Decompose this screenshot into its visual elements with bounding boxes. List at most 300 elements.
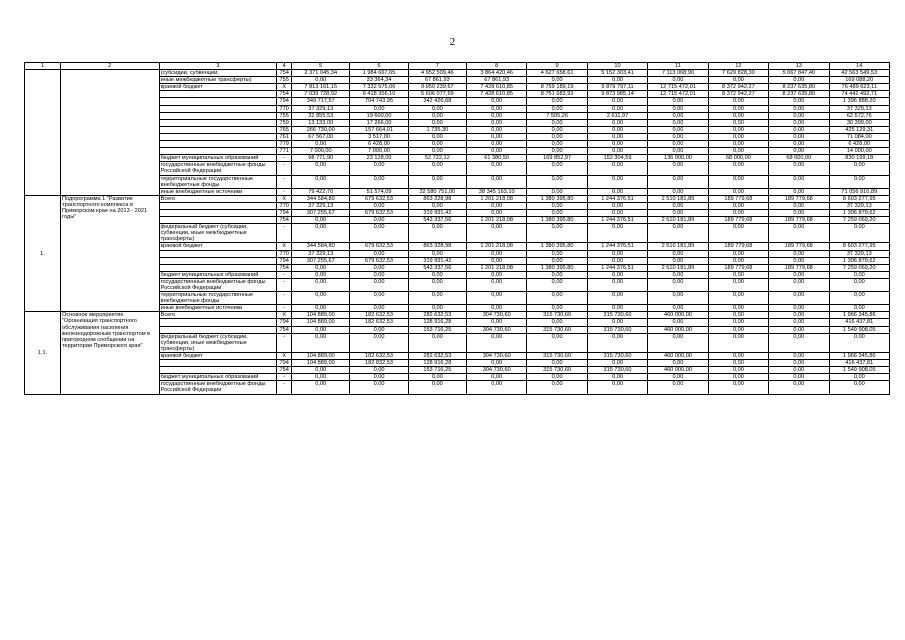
funding-source: территориальные государственные внебюджетные фонды [159,175,277,188]
amount-cell: 7 428 610,85 [466,84,526,91]
amount-cell: 12 715 472,01 [648,91,708,98]
funding-source: федеральный бюджет (субсидии, субвенции, иные межбюджетные трансферты) [159,224,277,243]
amount-cell: 0,00 [527,175,587,188]
amount-cell: 0,00 [408,162,466,175]
amount-cell: 6 418 356,10 [350,91,408,98]
amount-cell: 0,00 [769,292,829,305]
amount-cell: 33 364,34 [350,77,408,84]
budget-code: - [277,381,292,394]
funding-source [159,367,277,374]
amount-cell: 1 201 218,08 [466,264,526,271]
amount-cell: 0,00 [769,175,829,188]
column-number: 5 [292,63,350,70]
amount-cell: 416 437,81 [829,319,889,326]
amount-cell: 0,00 [527,209,587,216]
column-number-row [25,63,890,70]
amount-cell: 0,00 [769,162,829,175]
amount-cell: 0,00 [466,175,526,188]
amount-cell: 0,00 [769,250,829,257]
amount-cell: 0,00 [769,77,829,84]
amount-cell: 51 574,09 [350,188,408,195]
budget-code: - [277,292,292,305]
amount-cell: 0,00 [292,224,350,243]
amount-cell: 1 984 667,65 [350,70,408,77]
amount-cell: 0,00 [587,133,647,140]
amount-cell: 0,00 [648,112,708,119]
amount-cell: 8 603 277,95 [829,243,889,250]
amount-cell: 0,00 [466,319,526,326]
funding-source [159,217,277,224]
amount-cell: 6 428,00 [350,141,408,148]
amount-cell: 189 779,68 [769,243,829,250]
amount-cell: 0,00 [829,175,889,188]
funding-source: краевой бюджет [159,84,277,91]
funding-source [159,209,277,216]
funding-source: федеральный бюджет (субсидии, субвенции, иные межбюджетные трансферты) [159,333,277,352]
amount-cell: 9 873 985,14 [587,91,647,98]
amount-cell: 0,00 [769,326,829,333]
item-number [25,70,61,196]
amount-cell: 0,00 [708,278,768,291]
amount-cell: 0,00 [708,98,768,105]
amount-cell: 679 632,53 [350,209,408,216]
amount-cell: 0,00 [408,381,466,394]
amount-cell: 1 735,30 [408,126,466,133]
amount-cell: 0,00 [527,141,587,148]
amount-cell: 0,00 [408,333,466,352]
amount-cell: 0,00 [648,278,708,291]
budget-code: 754 [277,70,292,77]
amount-cell: 1 549 908,05 [829,367,889,374]
amount-cell: 169 088,20 [829,77,889,84]
amount-cell: 0,00 [466,209,526,216]
amount-cell: 2 510 181,89 [648,243,708,250]
amount-cell: 169 852,97 [527,155,587,162]
amount-cell: 0,00 [587,224,647,243]
amount-cell: 152 304,59 [587,155,647,162]
funding-source: бюджет муниципальных образований [159,155,277,162]
amount-cell: 0,00 [708,133,768,140]
amount-cell: 67 861,93 [408,77,466,84]
amount-cell: 416 437,81 [829,360,889,367]
amount-cell: 0,00 [708,333,768,352]
amount-cell: 2 371 045,34 [292,70,350,77]
amount-cell: 0,00 [587,292,647,305]
amount-cell: 7 629 828,30 [708,70,768,77]
amount-cell: 0,00 [769,133,829,140]
amount-cell: 0,00 [769,209,829,216]
amount-cell: 8 372 942,27 [708,84,768,91]
amount-cell: 1 380 395,80 [527,243,587,250]
amount-cell: 0,00 [587,126,647,133]
amount-cell: 0,00 [708,126,768,133]
amount-cell: 0,00 [466,278,526,291]
amount-cell: 0,00 [829,162,889,175]
amount-cell: 32 580 751,00 [408,188,466,195]
amount-cell: 0,00 [466,305,526,312]
amount-cell: 38 345 163,10 [466,188,526,195]
amount-cell: 8 237 635,80 [769,91,829,98]
amount-cell: 315 730,60 [587,352,647,359]
budget-code: 765 [277,126,292,133]
amount-cell: 0,00 [408,250,466,257]
amount-cell: 0,00 [648,98,708,105]
amount-cell: 67 861,93 [466,77,526,84]
amount-cell: 344 584,80 [292,195,350,202]
funding-source: краевой бюджет [159,352,277,359]
amount-cell: 1 201 218,08 [466,243,526,250]
amount-cell: 543 337,56 [408,217,466,224]
amount-cell: 52 722,12 [408,155,466,162]
amount-cell: 0,00 [350,326,408,333]
amount-cell: 0,00 [350,292,408,305]
amount-cell: 4 952 509,46 [408,70,466,77]
amount-cell: 0,00 [648,188,708,195]
column-number: 11 [648,63,708,70]
amount-cell: 189 779,68 [769,217,829,224]
amount-cell: 344 584,80 [292,243,350,250]
amount-cell: 0,00 [466,98,526,105]
amount-cell: 0,00 [648,319,708,326]
amount-cell: 0,00 [708,202,768,209]
amount-cell: 71 084,00 [829,133,889,140]
amount-cell: 0,00 [648,133,708,140]
funding-source [159,105,277,112]
amount-cell: 0,00 [769,119,829,126]
funding-source: иные внебюджетные источники [159,188,277,195]
amount-cell: 0,00 [769,257,829,264]
budget-code: - [277,155,292,162]
amount-cell: 0,00 [648,333,708,352]
amount-cell: 0,00 [587,374,647,381]
budget-code: 759 [277,119,292,126]
amount-cell: 0,00 [292,305,350,312]
amount-cell: 0,00 [587,278,647,291]
amount-cell: 0,00 [769,381,829,394]
amount-cell: 8 603 277,95 [829,195,889,202]
amount-cell: 71 056 910,89 [829,188,889,195]
amount-cell: 1 201 218,08 [466,217,526,224]
amount-cell: 0,00 [769,224,829,243]
amount-cell: 0,00 [587,188,647,195]
amount-cell: 0,00 [466,292,526,305]
amount-cell: 74 442 492,71 [829,91,889,98]
funding-source: государственные внебюджетные фонды Российской Федерации [159,381,277,394]
amount-cell: 0,00 [527,278,587,291]
amount-cell: 0,00 [708,312,768,319]
amount-cell: 0,00 [527,305,587,312]
amount-cell: 0,00 [769,188,829,195]
amount-cell: 189 779,68 [708,195,768,202]
amount-cell: 2 611,97 [587,112,647,119]
amount-cell: 0,00 [587,141,647,148]
amount-cell: 0,00 [708,374,768,381]
amount-cell: 0,00 [587,202,647,209]
amount-cell: 189 779,68 [769,264,829,271]
amount-cell: 704 743,95 [350,98,408,105]
amount-cell: 460 000,00 [648,312,708,319]
amount-cell: 2 510 181,89 [648,217,708,224]
column-number: 1 [25,63,61,70]
budget-code: Х [277,243,292,250]
amount-cell: 0,00 [527,333,587,352]
budget-code: Х [277,312,292,319]
column-number: 10 [587,63,647,70]
amount-cell: 342 426,68 [408,98,466,105]
funding-source [159,319,277,326]
amount-cell: 0,00 [648,141,708,148]
amount-cell: 0,00 [648,292,708,305]
amount-cell: 315 730,60 [527,367,587,374]
amount-cell: 1 306 879,62 [829,257,889,264]
amount-cell: 189 779,68 [708,264,768,271]
budget-code: 770 [277,105,292,112]
amount-cell: 37 329,13 [292,202,350,209]
amount-cell: 0,00 [769,126,829,133]
budget-code: 754 [277,217,292,224]
amount-cell: 4 627 658,61 [527,70,587,77]
budget-code: 755 [277,77,292,84]
amount-cell: 1 380 395,80 [527,217,587,224]
program-title: Подпрограмма 1 "Развитие транспортного комплекса в Приморском крае на 2013 - 2021 годы" [61,195,160,312]
amount-cell: 0,00 [466,148,526,155]
amount-cell: 0,00 [587,250,647,257]
amount-cell: 9 879 797,11 [587,84,647,91]
amount-cell: 6 428,00 [829,141,889,148]
amount-cell: 1 380 395,80 [527,195,587,202]
amount-cell: 0,00 [292,77,350,84]
amount-cell: 0,00 [708,326,768,333]
amount-cell: 104 889,00 [292,360,350,367]
amount-cell: 0,00 [527,257,587,264]
funding-source [159,91,277,98]
amount-cell: 0,00 [708,319,768,326]
amount-cell: 0,00 [527,98,587,105]
budget-code: 761 [277,133,292,140]
amount-cell: 679 632,53 [350,257,408,264]
amount-cell: 182 632,53 [350,352,408,359]
amount-cell: 0,00 [769,148,829,155]
amount-cell: 0,00 [587,271,647,278]
amount-cell: 0,00 [466,141,526,148]
amount-cell: 0,00 [708,271,768,278]
amount-cell: 0,00 [587,305,647,312]
amount-cell: 0,00 [769,319,829,326]
budget-code: - [277,224,292,243]
amount-cell: 0,00 [708,141,768,148]
amount-cell: 460 000,00 [648,352,708,359]
budget-table [24,62,890,395]
amount-cell: 0,00 [587,257,647,264]
amount-cell: 0,00 [708,162,768,175]
funding-source: бюджет муниципальных образований [159,271,277,278]
amount-cell: 0,00 [466,381,526,394]
amount-cell: 0,00 [648,126,708,133]
amount-cell: 0,00 [466,202,526,209]
amount-cell: 68 000,00 [708,155,768,162]
amount-cell: 7 000,00 [350,148,408,155]
amount-cell: 1 966 345,86 [829,312,889,319]
amount-cell: 153 716,25 [408,367,466,374]
amount-cell: 0,00 [648,257,708,264]
amount-cell: 0,00 [708,209,768,216]
table-row [25,312,890,319]
amount-cell: 98 771,90 [292,155,350,162]
amount-cell: 104 889,00 [292,312,350,319]
amount-cell: 0,00 [708,112,768,119]
amount-cell: 0,00 [527,133,587,140]
amount-cell: 0,00 [829,381,889,394]
funding-source: государственные внебюджетные фонды Российской Федерации [159,278,277,291]
funding-source [159,112,277,119]
amount-cell: 0,00 [466,360,526,367]
amount-cell: 0,00 [527,319,587,326]
amount-cell: 0,00 [648,305,708,312]
amount-cell: 67 567,00 [292,133,350,140]
amount-cell: 0,00 [708,352,768,359]
amount-cell: 0,00 [292,141,350,148]
amount-cell: 37 329,13 [829,202,889,209]
amount-cell: 0,00 [466,250,526,257]
funding-source [159,250,277,257]
amount-cell: 0,00 [527,162,587,175]
amount-cell: 7 039 728,92 [292,91,350,98]
budget-code: 754 [277,367,292,374]
amount-cell: 0,00 [408,374,466,381]
amount-cell: 315 730,60 [587,312,647,319]
amount-cell: 0,00 [350,381,408,394]
amount-cell: 0,00 [408,224,466,243]
budget-code: - [277,278,292,291]
amount-cell: 0,00 [350,271,408,278]
amount-cell: 0,00 [829,305,889,312]
amount-cell: 0,00 [292,217,350,224]
budget-code: - [277,188,292,195]
amount-cell: 0,00 [648,175,708,188]
amount-cell: 266 730,00 [292,126,350,133]
amount-cell: 0,00 [648,250,708,257]
amount-cell: 0,00 [708,292,768,305]
amount-cell: 61 380,50 [466,155,526,162]
funding-source: Всего [159,312,277,319]
amount-cell: 0,00 [466,126,526,133]
amount-cell: 0,00 [769,374,829,381]
amount-cell: 0,00 [292,278,350,291]
amount-cell: 304 730,60 [466,312,526,319]
budget-code: 771 [277,148,292,155]
amount-cell: 0,00 [350,202,408,209]
budget-code: Х [277,352,292,359]
funding-source: иные внебюджетные источники [159,305,277,312]
budget-code: - [277,271,292,278]
amount-cell: 319 991,42 [408,257,466,264]
funding-source [159,257,277,264]
amount-cell: 23 128,00 [350,155,408,162]
funding-source [159,133,277,140]
amount-cell: 0,00 [527,188,587,195]
amount-cell: 8 372 942,27 [708,91,768,98]
amount-cell: 0,00 [708,119,768,126]
amount-cell: 0,00 [648,224,708,243]
amount-cell: 0,00 [292,374,350,381]
amount-cell: 315 730,60 [587,367,647,374]
funding-source [159,98,277,105]
amount-cell: 13 133,00 [292,119,350,126]
budget-code: 754 [277,326,292,333]
amount-cell: 0,00 [527,381,587,394]
amount-cell: 0,00 [708,224,768,243]
amount-cell: 0,00 [708,175,768,188]
amount-cell: 543 337,56 [408,264,466,271]
funding-source [159,360,277,367]
budget-code: - [277,374,292,381]
amount-cell: 0,00 [527,224,587,243]
amount-cell: 0,00 [527,77,587,84]
amount-cell: 830 199,18 [829,155,889,162]
amount-cell: 0,00 [708,305,768,312]
amount-cell: 0,00 [350,367,408,374]
funding-source: государственные внебюджетные фонды Российской Федерации [159,162,277,175]
amount-cell: 7 259 069,20 [829,264,889,271]
amount-cell: 0,00 [408,112,466,119]
amount-cell: 1 244 376,51 [587,217,647,224]
amount-cell: 0,00 [769,271,829,278]
item-number: 1. [25,195,61,312]
amount-cell: 1 396 888,20 [829,98,889,105]
amount-cell: 1 306 879,62 [829,209,889,216]
amount-cell: 0,00 [408,271,466,278]
amount-cell: 0,00 [292,162,350,175]
budget-code: 794 [277,360,292,367]
amount-cell: 0,00 [292,367,350,374]
amount-cell: 0,00 [769,202,829,209]
amount-cell: 0,00 [829,333,889,352]
amount-cell: 0,00 [648,360,708,367]
amount-cell: 0,00 [708,381,768,394]
amount-cell: 7 813 161,15 [292,84,350,91]
funding-source: территориальные государственные внебюджетные фонды [159,292,277,305]
amount-cell: 0,00 [587,119,647,126]
funding-source [159,202,277,209]
amount-cell: 304 730,60 [466,326,526,333]
amount-cell: 0,00 [587,175,647,188]
amount-cell: 7 505,26 [527,112,587,119]
amount-cell: 282 632,53 [408,352,466,359]
amount-cell: 0,00 [648,148,708,155]
amount-cell: 7 113 068,90 [648,70,708,77]
amount-cell: 0,00 [648,202,708,209]
budget-code: 755 [277,112,292,119]
amount-cell: 0,00 [292,271,350,278]
amount-cell: 0,00 [527,374,587,381]
amount-cell: 1 549 908,05 [829,326,889,333]
amount-cell: 0,00 [708,77,768,84]
amount-cell: 1 244 376,51 [587,264,647,271]
amount-cell: 0,00 [587,319,647,326]
column-number: 4 [277,63,292,70]
budget-code: - [277,305,292,312]
column-number: 9 [527,63,587,70]
amount-cell: 19 600,00 [350,112,408,119]
column-number: 14 [829,63,889,70]
amount-cell: 679 632,53 [350,195,408,202]
amount-cell: 0,00 [350,305,408,312]
amount-cell: 76 489 623,11 [829,84,889,91]
funding-source [159,141,277,148]
budget-code: 794 [277,98,292,105]
funding-source [159,326,277,333]
amount-cell: 0,00 [587,148,647,155]
